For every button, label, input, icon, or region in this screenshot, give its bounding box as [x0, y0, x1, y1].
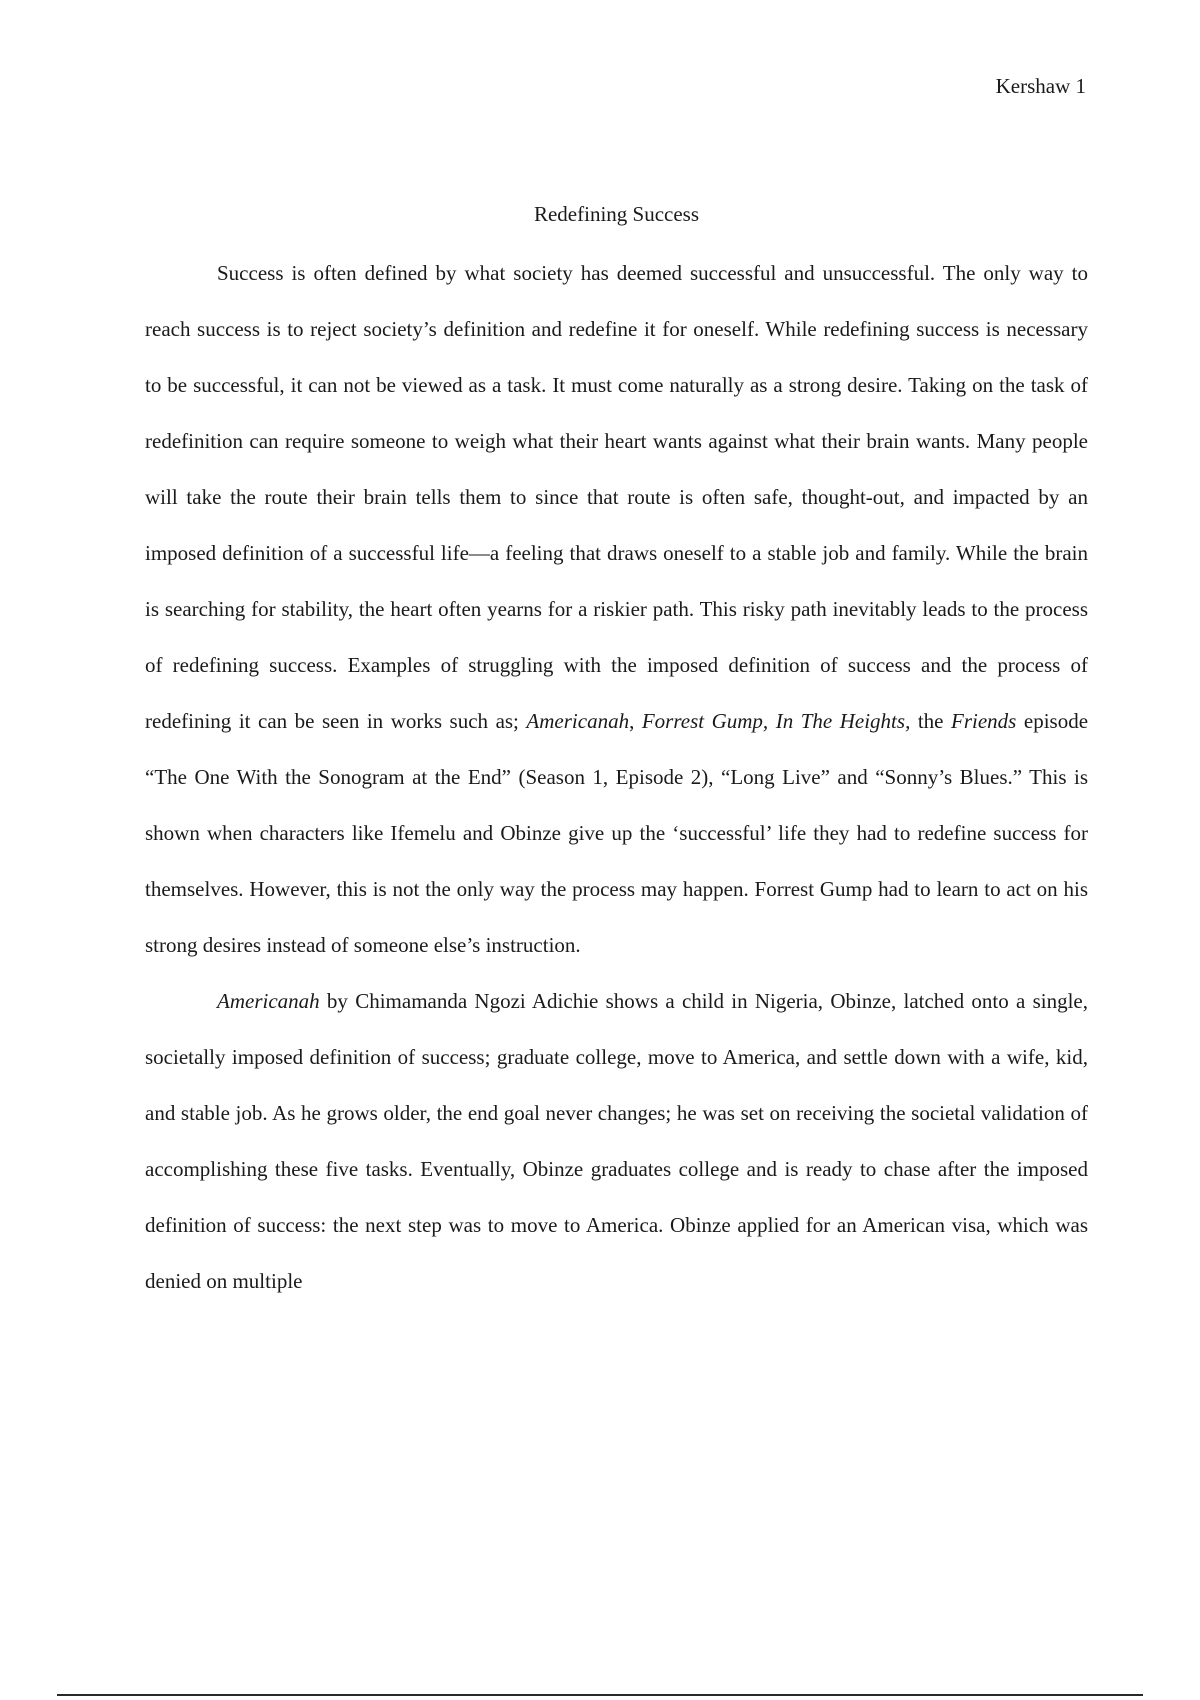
paragraph-2: [145, 973, 1088, 1309]
essay-title: Redefining Success: [533, 202, 700, 226]
italic-title-works: Forrest Gump, In The Heights,: [641, 709, 911, 733]
text-segment: ,: [629, 709, 642, 733]
page-bottom-rule: [57, 1694, 1143, 1696]
running-head: Kershaw 1: [995, 74, 1086, 98]
text-segment: episode “The One With the Sonogram at the End” (Season 1, Episode 2), “Long Live” and “Sonny’s Blues.” This is shown when characters like Ifemelu and Obinze give up the ‘successful’ life they had to redefine success for themselves. However, this is not the only way the process may happen. Forrest Gump had to learn to act on his strong desires instead of someone else’s instruction.: [145, 709, 1089, 957]
text-segment: Success is often defined by what society has deemed successful and unsuccessful. The only way to reach success is to reject society’s definition and redefine it for oneself. While redefining success is necessary to be successful, it can not be viewed as a task. It must come naturally as a strong desire. Taking on the task of redefinition can require someone to weigh what their heart wants against what their brain wants. Many people will take the route their brain tells them to since that route is often safe, thought-out, and impacted by an imposed definition of a successful life—a feeling that draws oneself to a stable job and family. While the brain is searching for stability, the heart often yearns for a riskier path. This risky path inevitably leads to the process of redefining success. Examples of struggling with the imposed definition of success and the process of redefining it can be seen in works such as;: [145, 261, 1088, 733]
essay-body: [145, 245, 1088, 1309]
text-segment: by Chimamanda Ngozi Adichie shows a child in Nigeria, Obinze, latched onto a single, societally imposed definition of success; graduate college, move to America, and settle down with a wife, kid, and stable job. As he grows older, the end goal never changes; he was set on receiving the societal validation of accomplishing these five tasks. Eventually, Obinze graduates college and is ready to chase after the imposed definition of success: the next step was to move to America. Obinze applied for an American visa, which was denied on multiple: [145, 989, 1088, 1293]
italic-title-americanah: Americanah: [526, 709, 630, 733]
italic-title-americanah: Americanah: [217, 989, 320, 1013]
italic-title-friends: Friends: [951, 709, 1017, 733]
text-segment: the: [910, 709, 952, 733]
paragraph-1: [145, 245, 1088, 973]
